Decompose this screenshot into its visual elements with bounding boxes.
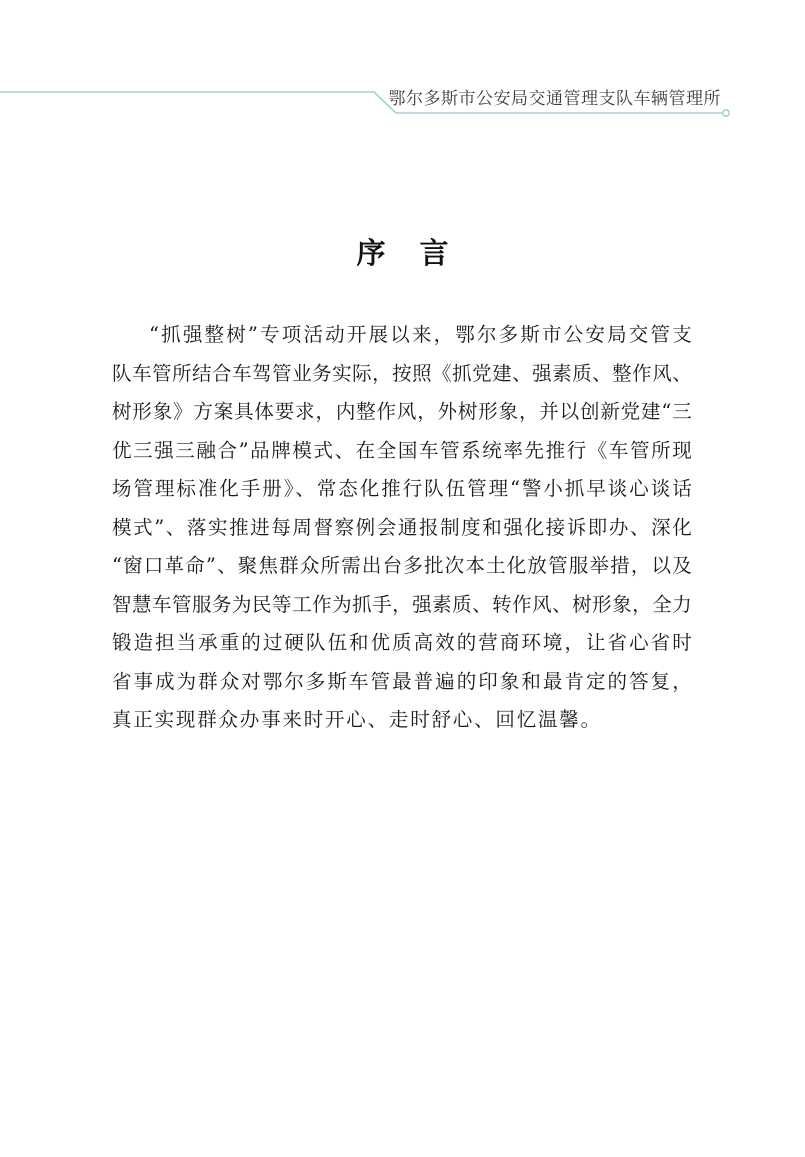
- text-line: “窗口革命”、聚焦群众所需出台多批次本土化放管服举措，以及: [112, 554, 692, 577]
- text-line: 真正实现群众办事来时开心、走时舒心、回忆温馨。: [112, 708, 602, 731]
- header-title: 鄂尔多斯市公安局交通管理支队车辆管理所: [388, 89, 721, 109]
- text-line: 场管理标准化手册》、常态化推行队伍管理“警小抓早谈心谈话: [112, 477, 692, 500]
- text-line: 树形象》方案具体要求，内整作风，外树形象，并以创新党建“三: [112, 400, 692, 423]
- text-line: 锻造担当承重的过硬队伍和优质高效的营商环境，让省心省时: [112, 631, 692, 654]
- header-rule-end-dot: [723, 110, 729, 116]
- text-line: 智慧车管服务为民等工作为抓手，强素质、转作风、树形象，全力: [112, 592, 692, 616]
- text-line: 优三强三融合”品牌模式、在全国车管系统率先推行《车管所现: [112, 438, 692, 462]
- preface-body: [112, 316, 692, 740]
- text-line: 省事成为群众对鄂尔多斯车管最普遍的印象和最肯定的答复，: [112, 669, 692, 693]
- text-line: 模式”、落实推进每周督察例会通报制度和强化接诉即办、深化: [112, 515, 692, 539]
- header-rule: [0, 0, 805, 130]
- text-line: 队车管所结合车驾管业务实际，按照《抓党建、强素质、整作风、: [112, 361, 692, 385]
- page-title: 序 言: [356, 236, 461, 270]
- text-line: “抓强整树”专项活动开展以来，鄂尔多斯市公安局交管支: [149, 323, 692, 346]
